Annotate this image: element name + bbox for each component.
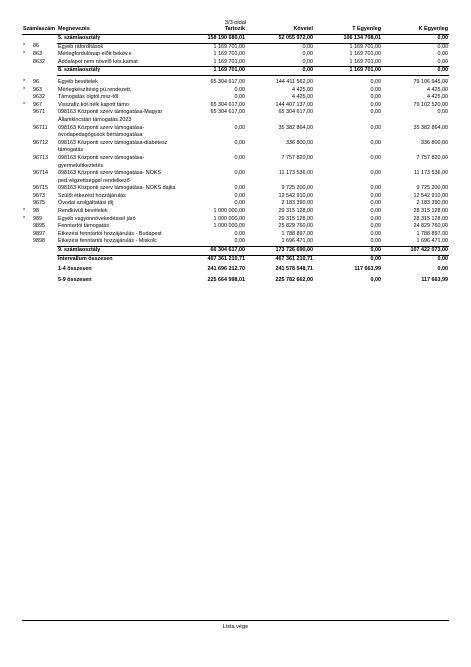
mark-cell [22, 231, 32, 239]
table-row [22, 200, 449, 208]
debit-balance-cell: 1 169 701,00 [349, 43, 381, 50]
credit-cell: 11 173 536,00 [278, 170, 313, 177]
credit-balance-cell: 0,00 [437, 43, 448, 50]
mark-cell [22, 170, 32, 185]
account-cell: 86 [33, 43, 39, 50]
mark-cell: * [23, 101, 26, 108]
name-cell: 5-9 összesen [58, 276, 92, 283]
credit-cell: 0,00 [302, 43, 313, 50]
table-row [22, 109, 449, 124]
table-row [22, 87, 449, 95]
account-cell: 8632 [33, 58, 45, 65]
mark-cell [22, 200, 32, 208]
account-cell: 9671 [33, 109, 45, 116]
debit-cell: 0,00 [234, 170, 245, 177]
name-cell: Rendkívüli bevételek [58, 208, 108, 215]
name-cell: 098163 Központi szerv támogatása- NOKS dajka [58, 185, 176, 192]
account-cell: 96715 [33, 185, 48, 192]
mark-cell: * [23, 43, 26, 50]
name-cell: 098163 Központi szerv támogatása-gyermekétkeztetés [58, 154, 145, 169]
account-cell [32, 266, 57, 274]
mark-cell [22, 94, 32, 102]
account-cell: 9632 [33, 94, 45, 101]
account-cell: 96712 [33, 139, 48, 146]
debit-cell: 158 190 680,01 [181, 35, 246, 44]
mark-cell [22, 223, 32, 231]
mark-cell: * [23, 86, 26, 93]
debit-cell: 0,00 [234, 124, 245, 131]
footer-divider [22, 620, 449, 621]
name-cell: 9. számlaosztály [57, 247, 181, 256]
debit-balance-cell: 106 134 708,01 [314, 35, 382, 44]
name-cell: Étkezési fenntartói hozzájárulás - Miskolc [58, 238, 157, 245]
account-cell: 989 [33, 215, 42, 222]
page-number: 3/3 oldal [224, 20, 247, 26]
credit-balance-cell: 11 173 536,00 [413, 170, 448, 177]
subtotal-row [22, 35, 449, 44]
mark-cell: * [23, 78, 26, 85]
debit-cell: 1 000 000,00 [213, 208, 245, 215]
name-cell: 098163 Központi szerv támogatása- NOKS ped.végzettséggel rendelkező [58, 170, 162, 184]
credit-balance-cell: 0,00 [437, 58, 448, 65]
header-credit-balance: K Egyenleg [382, 26, 449, 35]
credit-balance-cell: 117 663,99 [421, 276, 448, 283]
credit-cell: 0,00 [302, 51, 313, 58]
subtotal-row [22, 247, 449, 256]
footer-end-of-list: Lista vége [222, 624, 249, 630]
credit-balance-cell: 4 425,00 [427, 94, 448, 101]
debit-balance-cell: 0,00 [370, 109, 381, 116]
debit-balance-cell: 1 169 701,00 [314, 67, 382, 76]
account-cell [32, 35, 57, 44]
table-row [22, 51, 449, 59]
debit-cell: 241 696 212,70 [207, 266, 245, 273]
mark-cell [22, 155, 32, 170]
debit-balance-cell: 117 663,99 [354, 266, 381, 273]
credit-balance-cell: 0,00 [382, 67, 449, 76]
account-cell: 9675 [33, 200, 45, 207]
debit-balance-cell: 1 169 701,00 [349, 51, 381, 58]
table-row [22, 125, 449, 140]
credit-balance-cell: 28 315 128,00 [413, 208, 448, 215]
ledger-table [22, 26, 449, 284]
debit-balance-cell: 0,00 [370, 255, 381, 262]
ledger-body [22, 35, 449, 285]
mark-cell [22, 193, 32, 201]
debit-cell: 467 361 210,71 [207, 255, 245, 262]
header-account: Számlaszám [22, 26, 57, 35]
mark-cell [22, 255, 32, 263]
credit-balance-cell: 35 382 864,00 [413, 124, 448, 131]
debit-cell: 0,00 [234, 230, 245, 237]
table-row [22, 208, 449, 216]
account-cell [32, 255, 57, 263]
debit-balance-cell: 0,00 [370, 78, 381, 85]
credit-cell: 9 725 200,00 [281, 185, 313, 192]
credit-balance-cell: 0,00 [437, 51, 448, 58]
account-cell: 96714 [33, 170, 48, 177]
credit-balance-cell: 12 542 910,00 [413, 192, 448, 199]
name-cell: Mérlegfordulónap előtt beköv.e [58, 51, 132, 58]
account-cell [32, 67, 57, 76]
debit-cell: 0,00 [234, 94, 245, 101]
credit-balance-cell: 0,00 [382, 35, 449, 44]
table-row [22, 43, 449, 51]
name-cell: Szülői étkezési hozzájárulás [58, 192, 126, 199]
table-row [22, 216, 449, 224]
debit-balance-cell: 0,00 [370, 192, 381, 199]
table-row [22, 140, 449, 155]
name-cell: 8. számlaosztály [57, 67, 181, 76]
header-debit: Tartozik [181, 26, 246, 35]
mark-cell: * [23, 51, 26, 58]
total-row [22, 266, 449, 274]
name-cell: Visszafiz.kót.nélk kapott támo [58, 101, 129, 108]
name-cell: 1-4 összesen [58, 266, 92, 273]
credit-cell: 0,00 [246, 67, 314, 76]
debit-balance-cell: 0,00 [370, 238, 381, 245]
debit-balance-cell: 1 169 701,00 [349, 58, 381, 65]
debit-balance-cell: 0,00 [370, 170, 381, 177]
debit-cell: 65 304 617,00 [210, 101, 245, 108]
debit-balance-cell: 0,00 [370, 223, 381, 230]
credit-balance-cell: 107 422 073,00 [382, 247, 449, 256]
name-cell: Egyéb bevételek [58, 78, 98, 85]
credit-balance-cell: 7 757 820,00 [416, 154, 448, 161]
debit-balance-cell: 0,00 [370, 208, 381, 215]
credit-cell: 25 829 760,00 [278, 223, 313, 230]
credit-cell: 12 542 910,00 [278, 192, 313, 199]
header-name: Megnevezés [57, 26, 181, 35]
debit-balance-cell: 0,00 [370, 230, 381, 237]
credit-cell: 336 800,00 [286, 139, 313, 146]
debit-balance-cell: 0,00 [370, 94, 381, 101]
debit-cell: 1 000 000,00 [213, 215, 245, 222]
table-row [22, 238, 449, 246]
debit-balance-cell: 0,00 [370, 139, 381, 146]
debit-balance-cell: 0,00 [370, 154, 381, 161]
name-cell: Óvodai szolgáltatási díj [58, 200, 114, 207]
account-cell: 967 [33, 101, 42, 108]
credit-balance-cell: 28 315 128,00 [413, 215, 448, 222]
debit-cell: 1 169 701,00 [213, 58, 245, 65]
credit-cell: 1 696 471,00 [281, 238, 313, 245]
credit-balance-cell: 4 425,00 [427, 86, 448, 93]
credit-cell: 241 578 548,71 [275, 266, 313, 273]
credit-balance-cell: 336 800,00 [421, 139, 448, 146]
mark-cell [22, 247, 32, 256]
mark-cell: * [23, 208, 26, 215]
credit-cell: 0,00 [302, 58, 313, 65]
account-cell: 98 [33, 208, 39, 215]
credit-cell: 29 315 128,00 [278, 215, 313, 222]
name-cell: 5. számlaosztály [57, 35, 181, 44]
name-cell: Adóalapot nem növelő kés.kamat [58, 58, 138, 65]
credit-balance-cell: 79 102 520,00 [413, 101, 448, 108]
header-credit: Követel [246, 26, 314, 35]
account-cell: 96713 [33, 154, 48, 161]
name-cell: Egyéb vagyonnövekedéssel járó [58, 215, 136, 222]
header-debit-balance: T Egyenleg [314, 26, 382, 35]
total-row [22, 255, 449, 263]
debit-balance-cell: 0,00 [370, 276, 381, 283]
debit-cell: 225 664 998,01 [207, 276, 245, 283]
mark-cell [22, 277, 32, 285]
credit-cell: 2 183 390,00 [281, 200, 313, 207]
name-cell: Támogatás oigtól,msz-től [58, 94, 119, 101]
debit-cell: 0,00 [234, 192, 245, 199]
table-row [22, 170, 449, 185]
account-cell: 9897 [33, 230, 45, 237]
debit-cell: 0,00 [234, 238, 245, 245]
credit-cell: 4 425,00 [292, 86, 313, 93]
account-cell [32, 247, 57, 256]
credit-cell: 144 407 137,00 [275, 101, 313, 108]
debit-balance-cell: 0,00 [370, 200, 381, 207]
debit-balance-cell: 0,00 [370, 185, 381, 192]
debit-cell: 0,00 [234, 139, 245, 146]
credit-cell: 35 382 864,00 [278, 124, 313, 131]
table-row [22, 102, 449, 110]
credit-cell: 4 425,00 [292, 94, 313, 101]
mark-cell [22, 67, 32, 76]
mark-cell: * [23, 215, 26, 222]
credit-balance-cell: 1 696 471,00 [416, 238, 448, 245]
name-cell: 098163 Központi szerv támogatása-Magyar Államkincstári támogatás 2023 [58, 109, 163, 123]
table-row [22, 94, 449, 102]
account-cell: 96 [33, 78, 39, 85]
debit-balance-cell: 0,00 [370, 215, 381, 222]
credit-balance-cell: 0,00 [437, 266, 448, 273]
name-cell: 098163 Központi szerv támogatása-óvodapedagógusok bértámogatása [58, 124, 145, 139]
credit-balance-cell: 79 106 945,00 [413, 78, 448, 85]
debit-cell: 65 304 617,00 [210, 109, 245, 116]
table-row [22, 155, 449, 170]
mark-cell [22, 59, 32, 67]
name-cell: Intervallum összesen [58, 255, 113, 262]
debit-cell: 0,00 [234, 154, 245, 161]
debit-cell: 0,00 [234, 185, 245, 192]
debit-cell: 0,00 [234, 200, 245, 207]
total-row [22, 277, 449, 285]
mark-cell [22, 35, 32, 44]
name-cell: Egyéb ráfordítások [58, 43, 104, 50]
credit-cell: 1 788 897,00 [281, 230, 313, 237]
debit-cell: 1 169 701,00 [213, 51, 245, 58]
credit-cell: 7 757 820,00 [281, 154, 313, 161]
name-cell: Mérlegkészítésig pü.rendezett, [58, 86, 132, 93]
account-cell: 9895 [33, 223, 45, 230]
name-cell: 098163 Központi szerv támogatása-diabétesz támogatás [58, 139, 168, 154]
debit-cell: 65 304 617,00 [210, 78, 245, 85]
debit-balance-cell: 0,00 [370, 124, 381, 131]
debit-balance-cell: 0,00 [314, 247, 382, 256]
credit-cell: 144 411 562,00 [275, 78, 313, 85]
credit-balance-cell: 2 183 390,00 [416, 200, 448, 207]
debit-balance-cell: 0,00 [370, 86, 381, 93]
account-cell: 96711 [33, 124, 48, 131]
credit-cell: 225 782 662,00 [275, 276, 313, 283]
credit-cell: 65 304 617,00 [278, 109, 313, 116]
credit-balance-cell: 9 725 200,00 [416, 185, 448, 192]
mark-cell [22, 266, 32, 274]
debit-cell: 1 169 701,00 [213, 43, 245, 50]
debit-cell: 1 000 000,00 [213, 223, 245, 230]
subtotal-row [22, 67, 449, 76]
credit-balance-cell: 0,00 [437, 255, 448, 262]
table-row [22, 223, 449, 231]
credit-balance-cell: 24 829 760,00 [413, 223, 448, 230]
account-cell [32, 277, 57, 285]
account-cell: 963 [33, 86, 42, 93]
debit-cell: 1 169 701,00 [181, 67, 246, 76]
credit-cell: 173 726 690,00 [246, 247, 314, 256]
account-cell: 9673 [33, 192, 45, 199]
table-row [22, 79, 449, 87]
debit-balance-cell: 0,00 [370, 101, 381, 108]
debit-cell: 66 304 617,00 [181, 247, 246, 256]
name-cell: Fenntartói támogatás [58, 223, 109, 230]
mark-cell [22, 125, 32, 140]
credit-cell: 467 361 210,71 [275, 255, 313, 262]
credit-balance-cell: 1 788 897,00 [416, 230, 448, 237]
mark-cell [22, 109, 32, 124]
table-row [22, 59, 449, 67]
table-header-row [22, 26, 449, 35]
account-cell: 9898 [33, 238, 45, 245]
credit-cell: 52 055 972,00 [246, 35, 314, 44]
credit-balance-cell: 0,00 [437, 109, 448, 116]
mark-cell [22, 140, 32, 155]
mark-cell [22, 238, 32, 246]
credit-cell: 29 315 128,00 [278, 208, 313, 215]
mark-cell [22, 185, 32, 193]
debit-cell: 0,00 [234, 86, 245, 93]
table-row [22, 185, 449, 193]
account-cell: 863 [33, 51, 42, 58]
name-cell: Étkezési fenntartói hozzájárulás - Budapest [58, 230, 162, 237]
